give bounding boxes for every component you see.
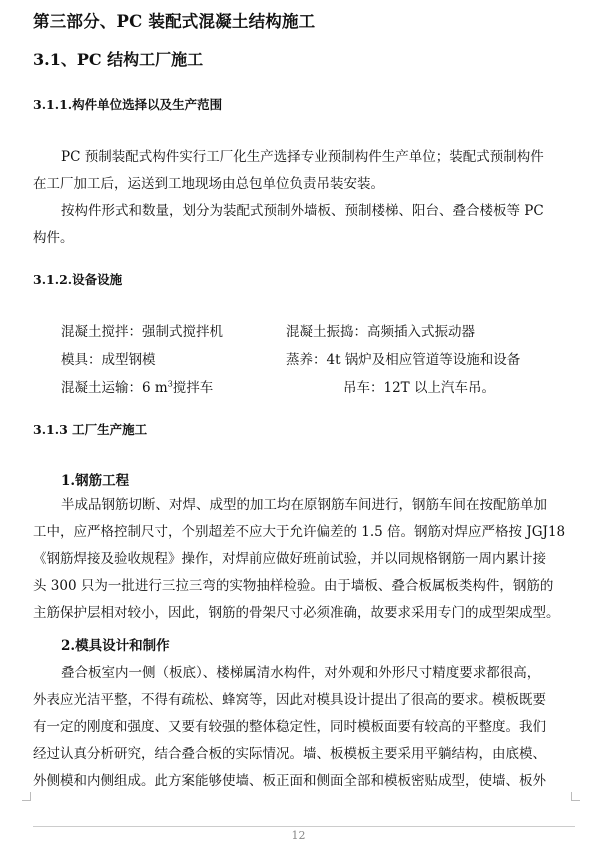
subsection-heading-312: 3.1.2.设备设施 (33, 272, 123, 287)
equipment-transport (61, 376, 213, 396)
margin-corner-mark (22, 792, 31, 801)
paragraph-line: 叠合板室内一侧（板底）、楼梯属清水构件，对外观和外形尺寸精度要求都很高， (61, 665, 541, 681)
paragraph-line: 构件。 (33, 230, 74, 246)
paragraph-line: 外表应光洁平整，不得有疏松、蜂窝等，因此对模具设计提出了很高的要求。模板既要 (33, 692, 546, 708)
equipment-mixing: 混凝土搅拌：强制式搅拌机 (61, 324, 223, 340)
paragraph-line: 经过认真分析研究，结合叠合板的实际情况。墙、板模板主要采用平躺结构，由底模、 (33, 746, 546, 762)
equipment-transport-text: 混凝土运输：6 m (61, 380, 168, 396)
paragraph-line: 有一定的刚度和强度、又要有较强的整体稳定性，同时模板面要有较高的平整度。我们 (33, 719, 546, 735)
paragraph-line: 头 300 只为一批进行三拉三弯的实物抽样检验。由于墙板、叠合板属板类构件，钢筋的 (33, 578, 554, 594)
paragraph-line: 在工厂加工后，运送到工地现场由总包单位负责吊装安装。 (33, 176, 384, 192)
paragraph-line: 外侧模和内侧组成。此方案能够使墙、板正面和侧面全部和模板密贴成型，使墙、板外 (33, 773, 546, 789)
rebar-heading: 1.钢筋工程 (61, 473, 130, 489)
equipment-transport-tail: 搅拌车 (172, 380, 214, 396)
mould-heading: 2.模具设计和制作 (61, 638, 170, 654)
paragraph-line: 按构件形式和数量，划分为装配式预制外墙板、预制楼梯、阳台、叠合楼板等 PC (61, 203, 544, 219)
paragraph-line: PC 预制装配式构件实行工厂化生产选择专业预制构件生产单位；装配式预制构件 (61, 149, 544, 165)
subsection-heading-311: 3.1.1.构件单位选择以及生产范围 (33, 97, 223, 112)
paragraph-line: 《钢筋焊接及验收规程》操作，对焊前应做好班前试验，并以同规格钢筋一周内累计接 (33, 551, 546, 567)
equipment-vibrating: 混凝土振捣：高频插入式振动器 (286, 324, 475, 340)
paragraph-line: 半成品钢筋切断、对焊、成型的加工均在原钢筋车间进行，钢筋车间在按配筋单加 (61, 497, 547, 513)
margin-corner-mark (571, 792, 580, 801)
page-number: 12 (291, 829, 306, 842)
section-heading: 3.1、PC 结构工厂施工 (33, 50, 204, 69)
equipment-crane: 吊车：12T 以上汽车吊。 (343, 380, 495, 396)
part-heading: 第三部分、PC 装配式混凝土结构施工 (33, 12, 316, 31)
paragraph-line: 工中，应严格控制尺寸，个别超差不应大于允许偏差的 1.5 倍。钢筋对焊应严格按 JGJ18 (33, 524, 566, 540)
footer-divider (33, 826, 575, 827)
equipment-steam-curing: 蒸养：4t 锅炉及相应管道等设施和设备 (286, 352, 521, 368)
equipment-mould: 模具：成型钢模 (61, 352, 156, 368)
subsection-heading-313: 3.1.3 工厂生产施工 (33, 422, 148, 437)
paragraph-line: 主筋保护层相对较小，因此，钢筋的骨架尺寸必须准确，故要求采用专门的成型架成型。 (33, 605, 560, 621)
cubic-superscript: 3 (167, 379, 173, 389)
